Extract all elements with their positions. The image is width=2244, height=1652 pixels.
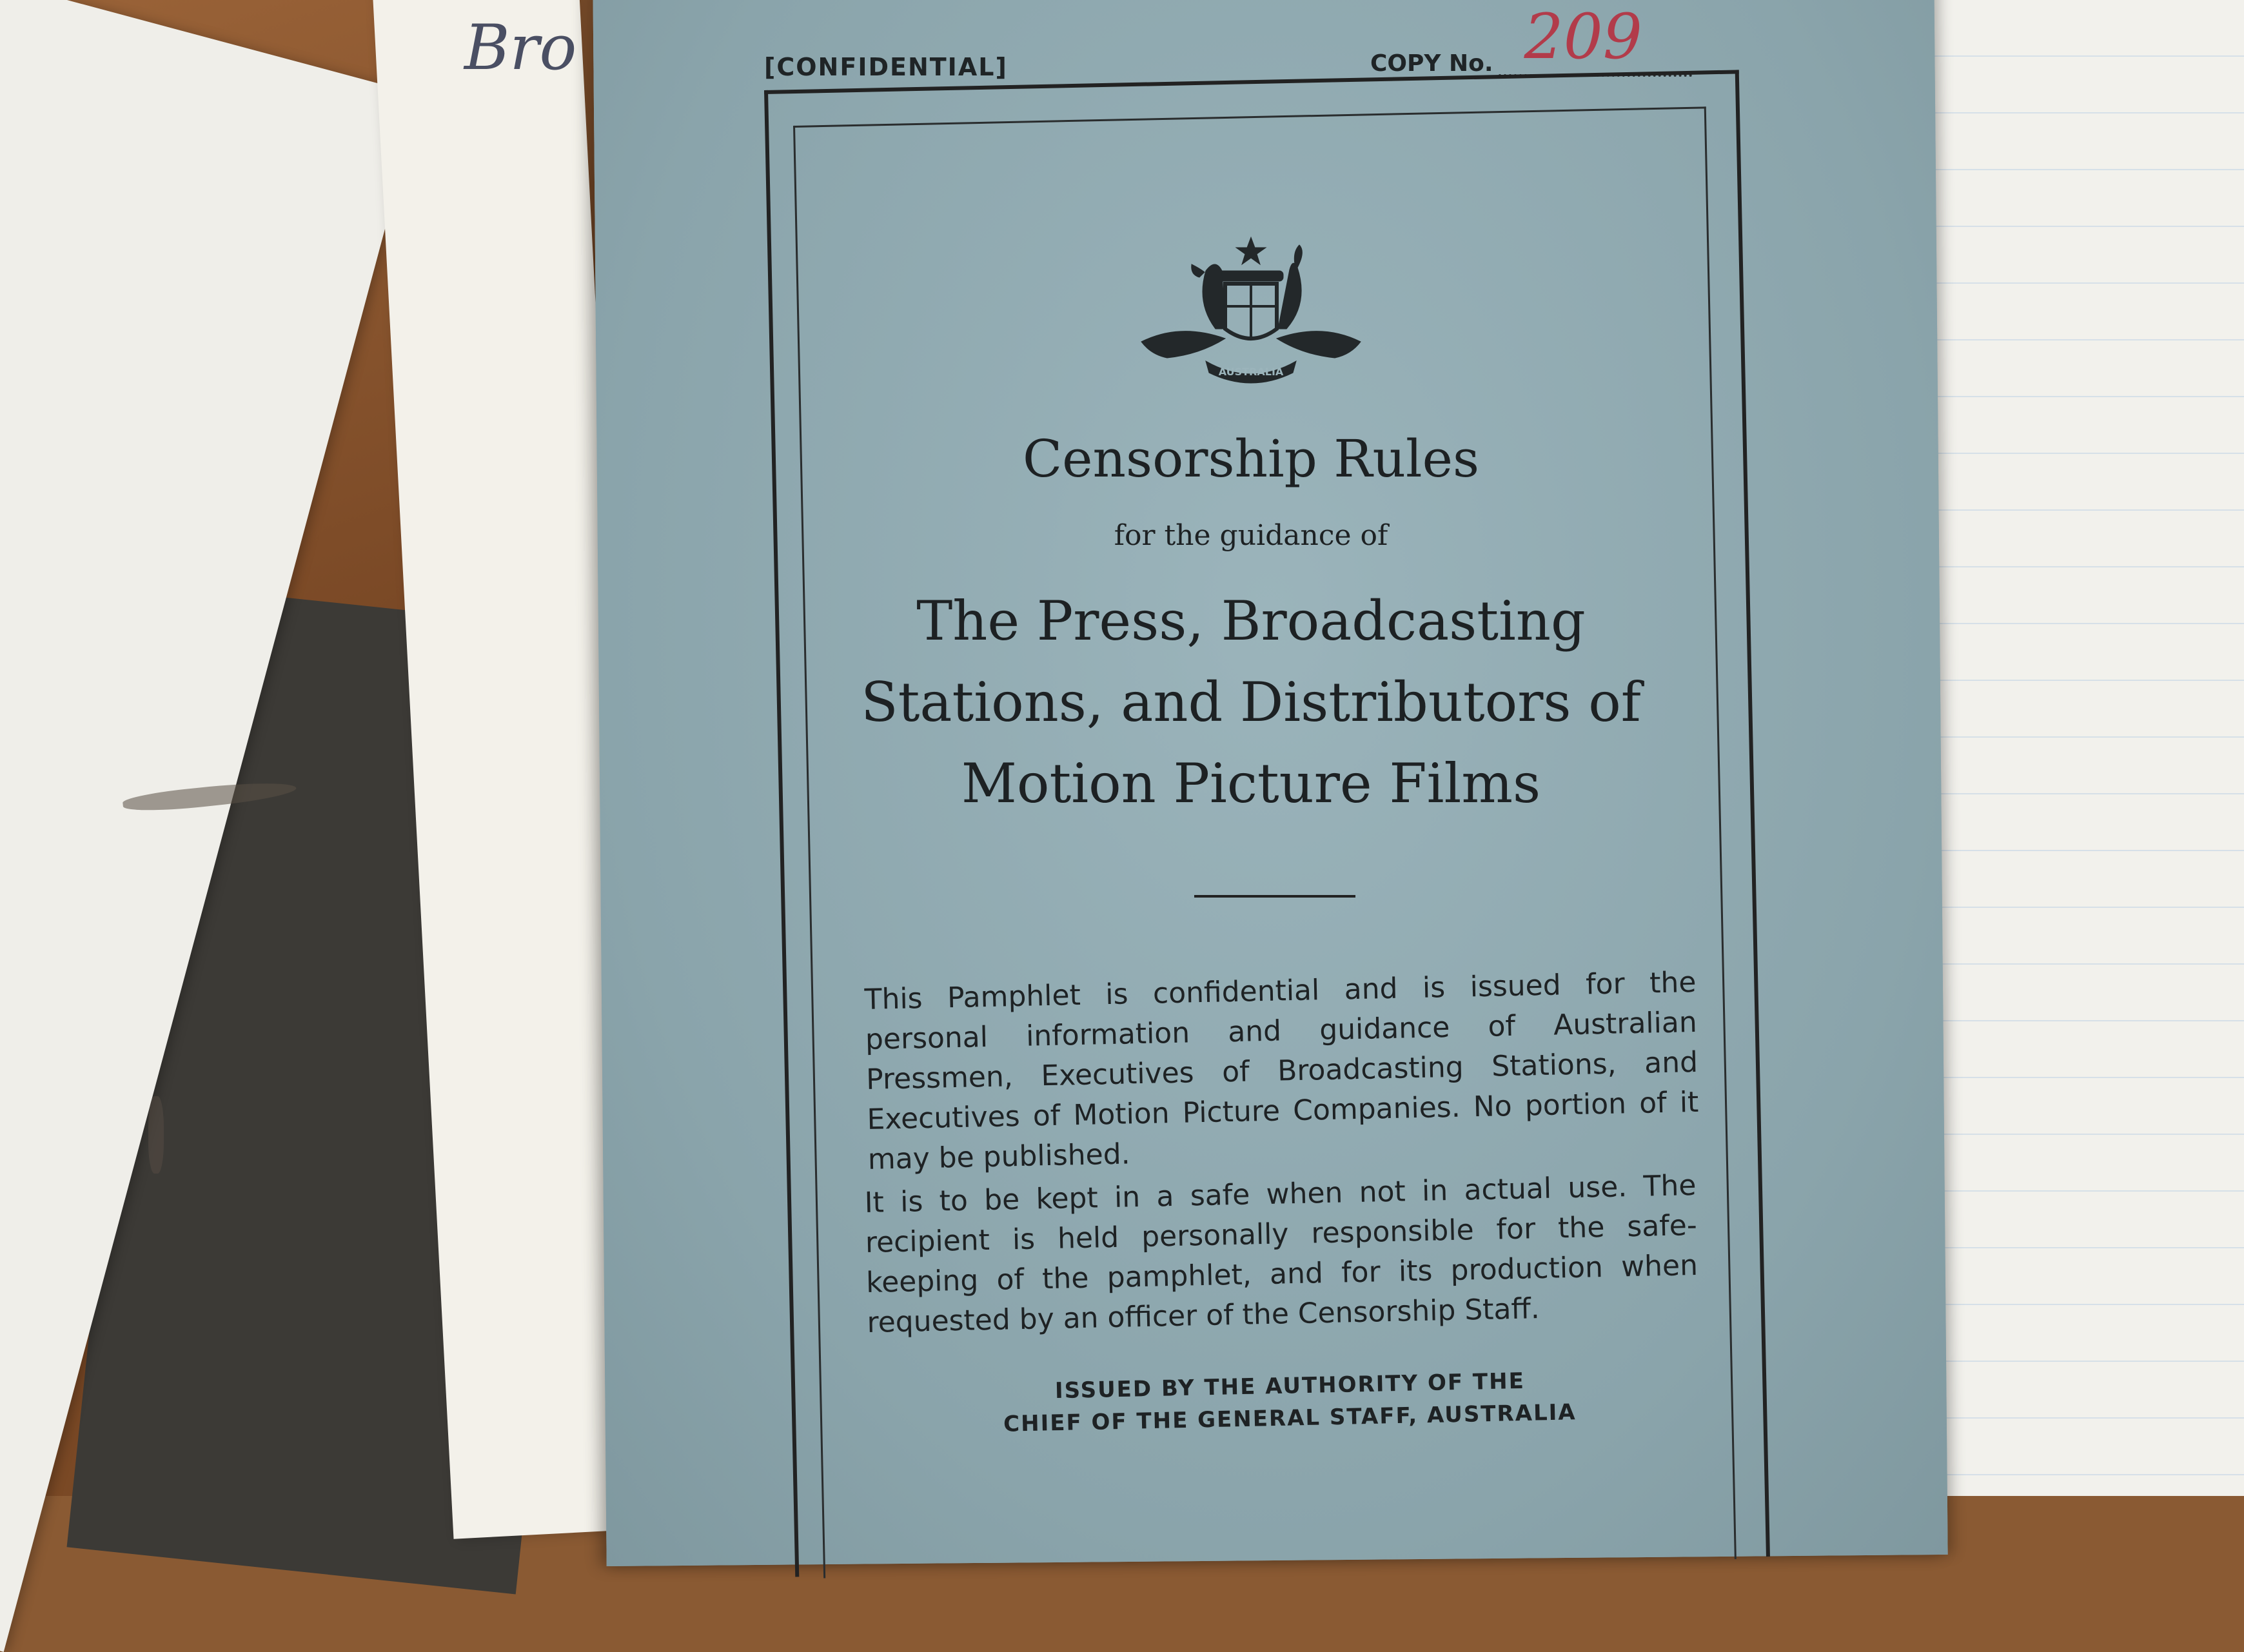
handwritten-note: Bro <box>464 12 577 84</box>
confidentiality-paragraph: This Pamphlet is confidential and is issued for the personal information and guidance of Australian Pressmen, Executives of Broadcasting Stations, and Executives of Motion Picture Companies. No portion of it may be published. <box>864 965 1699 1176</box>
pamphlet-title: Censorship Rules <box>1022 429 1480 489</box>
copy-number-handwritten: 209 <box>1524 1 1642 73</box>
issued-by-line-1: ISSUED BY THE AUTHORITY OF THE <box>1054 1368 1526 1404</box>
classification-label: [CONFIDENTIAL] <box>764 53 1008 81</box>
issued-by-line-2: CHIEF OF THE GENERAL STAFF, AUSTRALIA <box>1003 1399 1577 1437</box>
copy-number-label: COPY No. <box>1370 50 1493 77</box>
title-divider <box>1194 895 1355 898</box>
crest-scroll-text: AUSTRALIA <box>1218 366 1284 378</box>
pamphlet-subtitle: for the guidance of <box>1114 519 1388 552</box>
pamphlet-audience: The Press, Broadcasting Stations, and Distributors of Motion Picture Films <box>861 589 1641 815</box>
ink-stain <box>148 1096 164 1174</box>
safekeeping-paragraph: It is to be kept in a safe when not in actual use. The recipient is held personally responsible for the safe-keeping of the pamphlet, and for its production when requested by an officer of the Censorship Staff. <box>864 1168 1698 1339</box>
australian-coat-of-arms-icon <box>1128 232 1373 393</box>
